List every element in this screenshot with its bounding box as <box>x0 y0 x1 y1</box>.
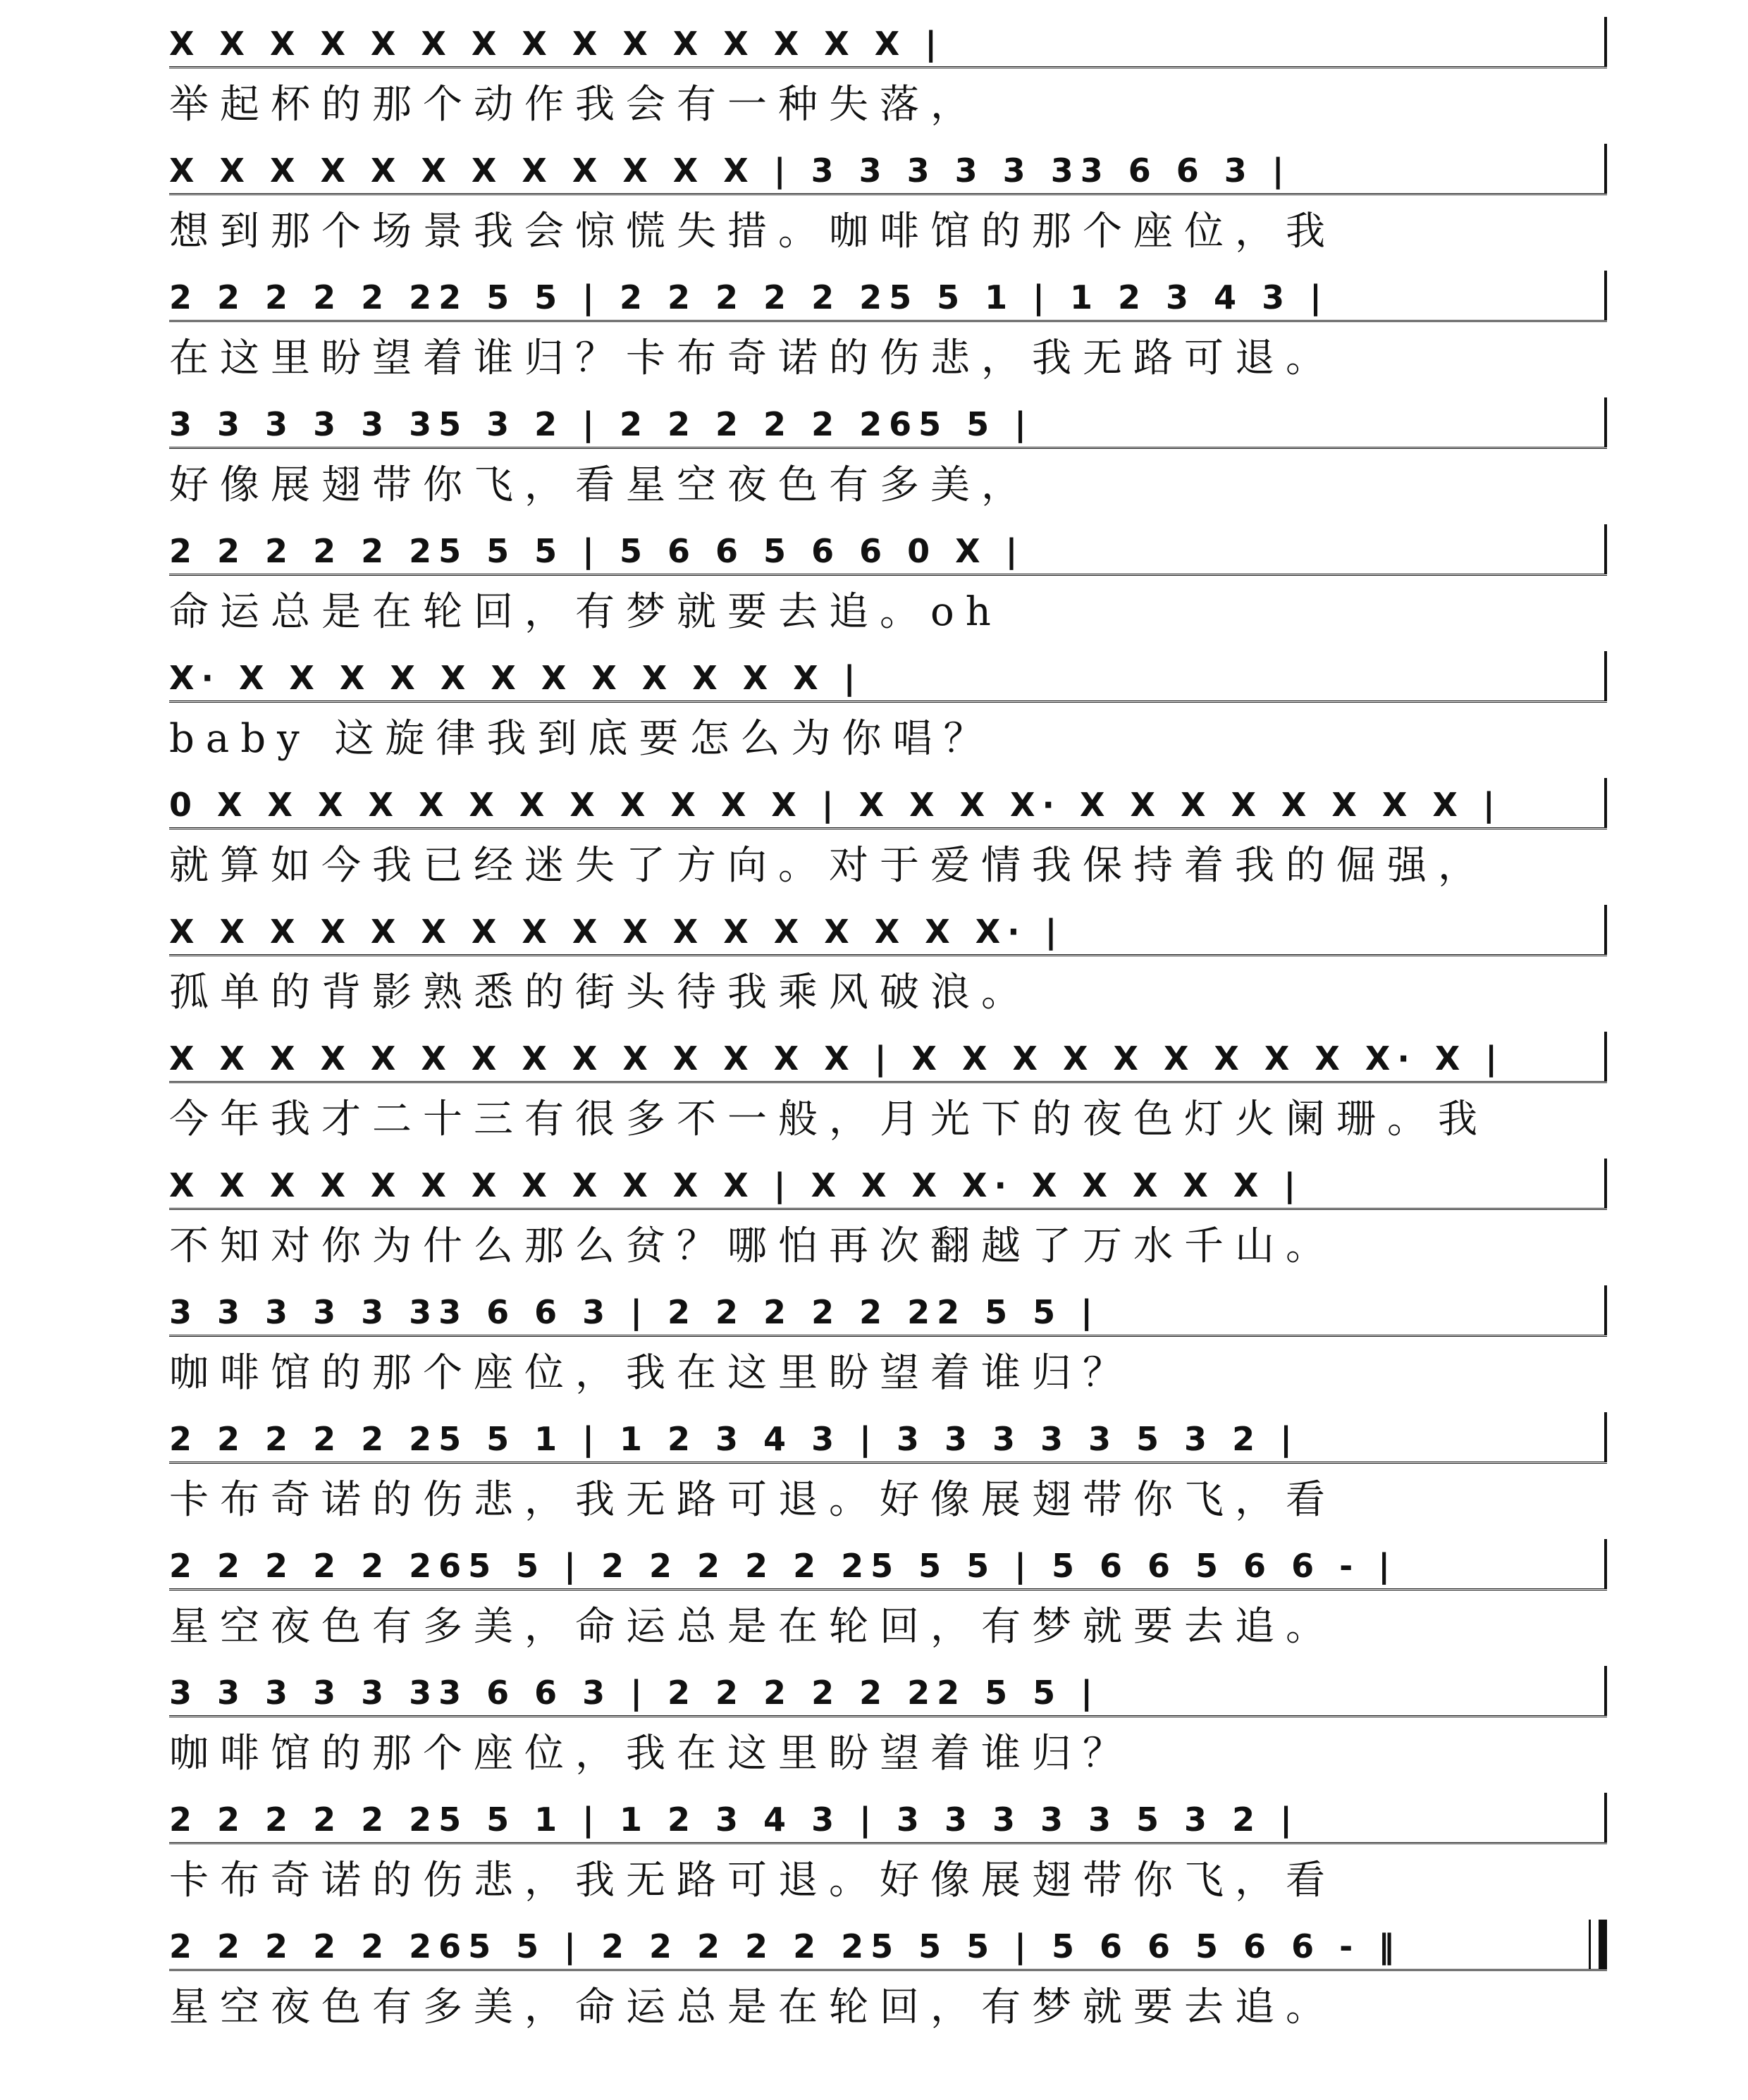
notation-text: 2 2 2 2 2 25 5 1 | 1 2 3 4 3 | 3 3 3 3 3 5 3 2 | <box>169 1420 1299 1458</box>
notation-text: 3 3 3 3 3 33 6 6 3 | 2 2 2 2 2 22 5 5 | <box>169 1293 1100 1331</box>
score-row <box>169 1163 1607 1276</box>
notation-text: 2 2 2 2 2 25 5 1 | 1 2 3 4 3 | 3 3 3 3 3 5 3 2 | <box>169 1801 1299 1839</box>
barline <box>1604 1285 1607 1335</box>
lyric-line: 孤单的背影熟悉的街头待我乘风破浪。 <box>169 970 1032 1015</box>
lyric-line: 咖啡馆的那个座位，我在这里盼望着谁归？ <box>169 1350 1133 1396</box>
barline <box>1604 1412 1607 1462</box>
lyric-line: 在这里盼望着谁归？卡布奇诺的伤悲，我无路可退。 <box>169 335 1336 381</box>
notation-text: X· X X X X X X X X X X X X | <box>169 659 863 697</box>
lyric-line: baby 这旋律我到底要怎么为你唱？ <box>169 716 995 762</box>
barline <box>1604 651 1607 700</box>
notation-text: 0 X X X X X X X X X X X X | X X X X· X X X X X X X X | <box>169 786 1502 824</box>
notation-line <box>169 1797 1607 1844</box>
score-row <box>169 1543 1607 1656</box>
barline <box>1604 17 1607 66</box>
barline <box>1604 144 1607 193</box>
barline <box>1604 1539 1607 1588</box>
notation-text: X X X X X X X X X X X X X X X | <box>169 25 944 63</box>
notation-text: 2 2 2 2 2 265 5 | 2 2 2 2 2 25 5 5 | 5 6 6 5 6 6 - ‖ <box>169 1927 1402 1965</box>
barline <box>1604 778 1607 827</box>
final-barline <box>1599 1920 1607 1969</box>
notation-text: 2 2 2 2 2 22 5 5 | 2 2 2 2 2 25 5 1 | 1 2 3 4 3 | <box>169 278 1329 316</box>
barline <box>1604 1666 1607 1715</box>
score-row <box>169 275 1607 388</box>
barline <box>1604 1793 1607 1842</box>
lyric-line: 卡布奇诺的伤悲，我无路可退。好像展翅带你飞，看 <box>169 1477 1336 1523</box>
barline <box>1604 524 1607 574</box>
lyric-line: 举起杯的那个动作我会有一种失落， <box>169 82 981 128</box>
score-row <box>169 529 1607 641</box>
lyric-line: 咖啡馆的那个座位，我在这里盼望着谁归？ <box>169 1731 1133 1777</box>
notation-line <box>169 1924 1607 1971</box>
notation-line <box>169 21 1607 68</box>
score-row <box>169 782 1607 895</box>
notation-text: X X X X X X X X X X X X | X X X X· X X X X X | <box>169 1166 1303 1204</box>
notation-line <box>169 1416 1607 1464</box>
barline <box>1604 271 1607 320</box>
lyric-line: 卡布奇诺的伤悲，我无路可退。好像展翅带你飞，看 <box>169 1858 1336 1903</box>
lyric-line: 星空夜色有多美，命运总是在轮回，有梦就要去追。 <box>169 1604 1336 1650</box>
score-row <box>169 21 1607 134</box>
barline <box>1604 397 1607 447</box>
notation-text: X X X X X X X X X X X X X X X X X· | <box>169 913 1064 951</box>
barline <box>1604 1159 1607 1208</box>
notation-line <box>169 402 1607 449</box>
lyric-line: 今年我才二十三有很多不一般，月光下的夜色灯火阑珊。我 <box>169 1097 1489 1142</box>
score-row <box>169 655 1607 768</box>
notation-line <box>169 655 1607 703</box>
score-row <box>169 1290 1607 1402</box>
lyric-line: 不知对你为什么那么贫？哪怕再次翻越了万水千山。 <box>169 1223 1336 1269</box>
notation-line <box>169 275 1607 322</box>
notation-text: 3 3 3 3 3 33 6 6 3 | 2 2 2 2 2 22 5 5 | <box>169 1674 1100 1712</box>
lyric-line: 星空夜色有多美，命运总是在轮回，有梦就要去追。 <box>169 1984 1336 2030</box>
score-row <box>169 402 1607 514</box>
notation-line <box>169 1670 1607 1717</box>
score-row <box>169 1670 1607 1783</box>
notation-line <box>169 529 1607 576</box>
score-row <box>169 148 1607 261</box>
lyric-line: 就算如今我已经迷失了方向。对于爱情我保持着我的倔强， <box>169 843 1489 889</box>
score-row <box>169 909 1607 1022</box>
score-row <box>169 1036 1607 1149</box>
notation-text: 2 2 2 2 2 25 5 5 | 5 6 6 5 6 6 0 X | <box>169 532 1025 570</box>
notation-text: 2 2 2 2 2 265 5 | 2 2 2 2 2 25 5 5 | 5 6 6 5 6 6 - | <box>169 1547 1398 1585</box>
score-row <box>169 1797 1607 1910</box>
lyric-line: 好像展翅带你飞，看星空夜色有多美， <box>169 462 1032 508</box>
score-row <box>169 1416 1607 1529</box>
score-row <box>169 1924 1607 2037</box>
barline <box>1604 905 1607 954</box>
notation-line <box>169 1036 1607 1083</box>
notation-line <box>169 782 1607 829</box>
notation-text: 3 3 3 3 3 35 3 2 | 2 2 2 2 2 265 5 | <box>169 405 1033 443</box>
notation-line <box>169 1543 1607 1591</box>
lyric-line: 想到那个场景我会惊慌失措。咖啡馆的那个座位，我 <box>169 209 1336 254</box>
lyric-line: 命运总是在轮回，有梦就要去追。oh <box>169 589 1002 635</box>
notation-line <box>169 148 1607 195</box>
barline <box>1604 1032 1607 1081</box>
notation-line <box>169 1163 1607 1210</box>
notation-line <box>169 1290 1607 1337</box>
notation-text: X X X X X X X X X X X X | 3 3 3 3 3 33 6 6 3 | <box>169 152 1291 190</box>
notation-line <box>169 909 1607 956</box>
notation-text: X X X X X X X X X X X X X X | X X X X X X X X X X· X | <box>169 1039 1505 1077</box>
